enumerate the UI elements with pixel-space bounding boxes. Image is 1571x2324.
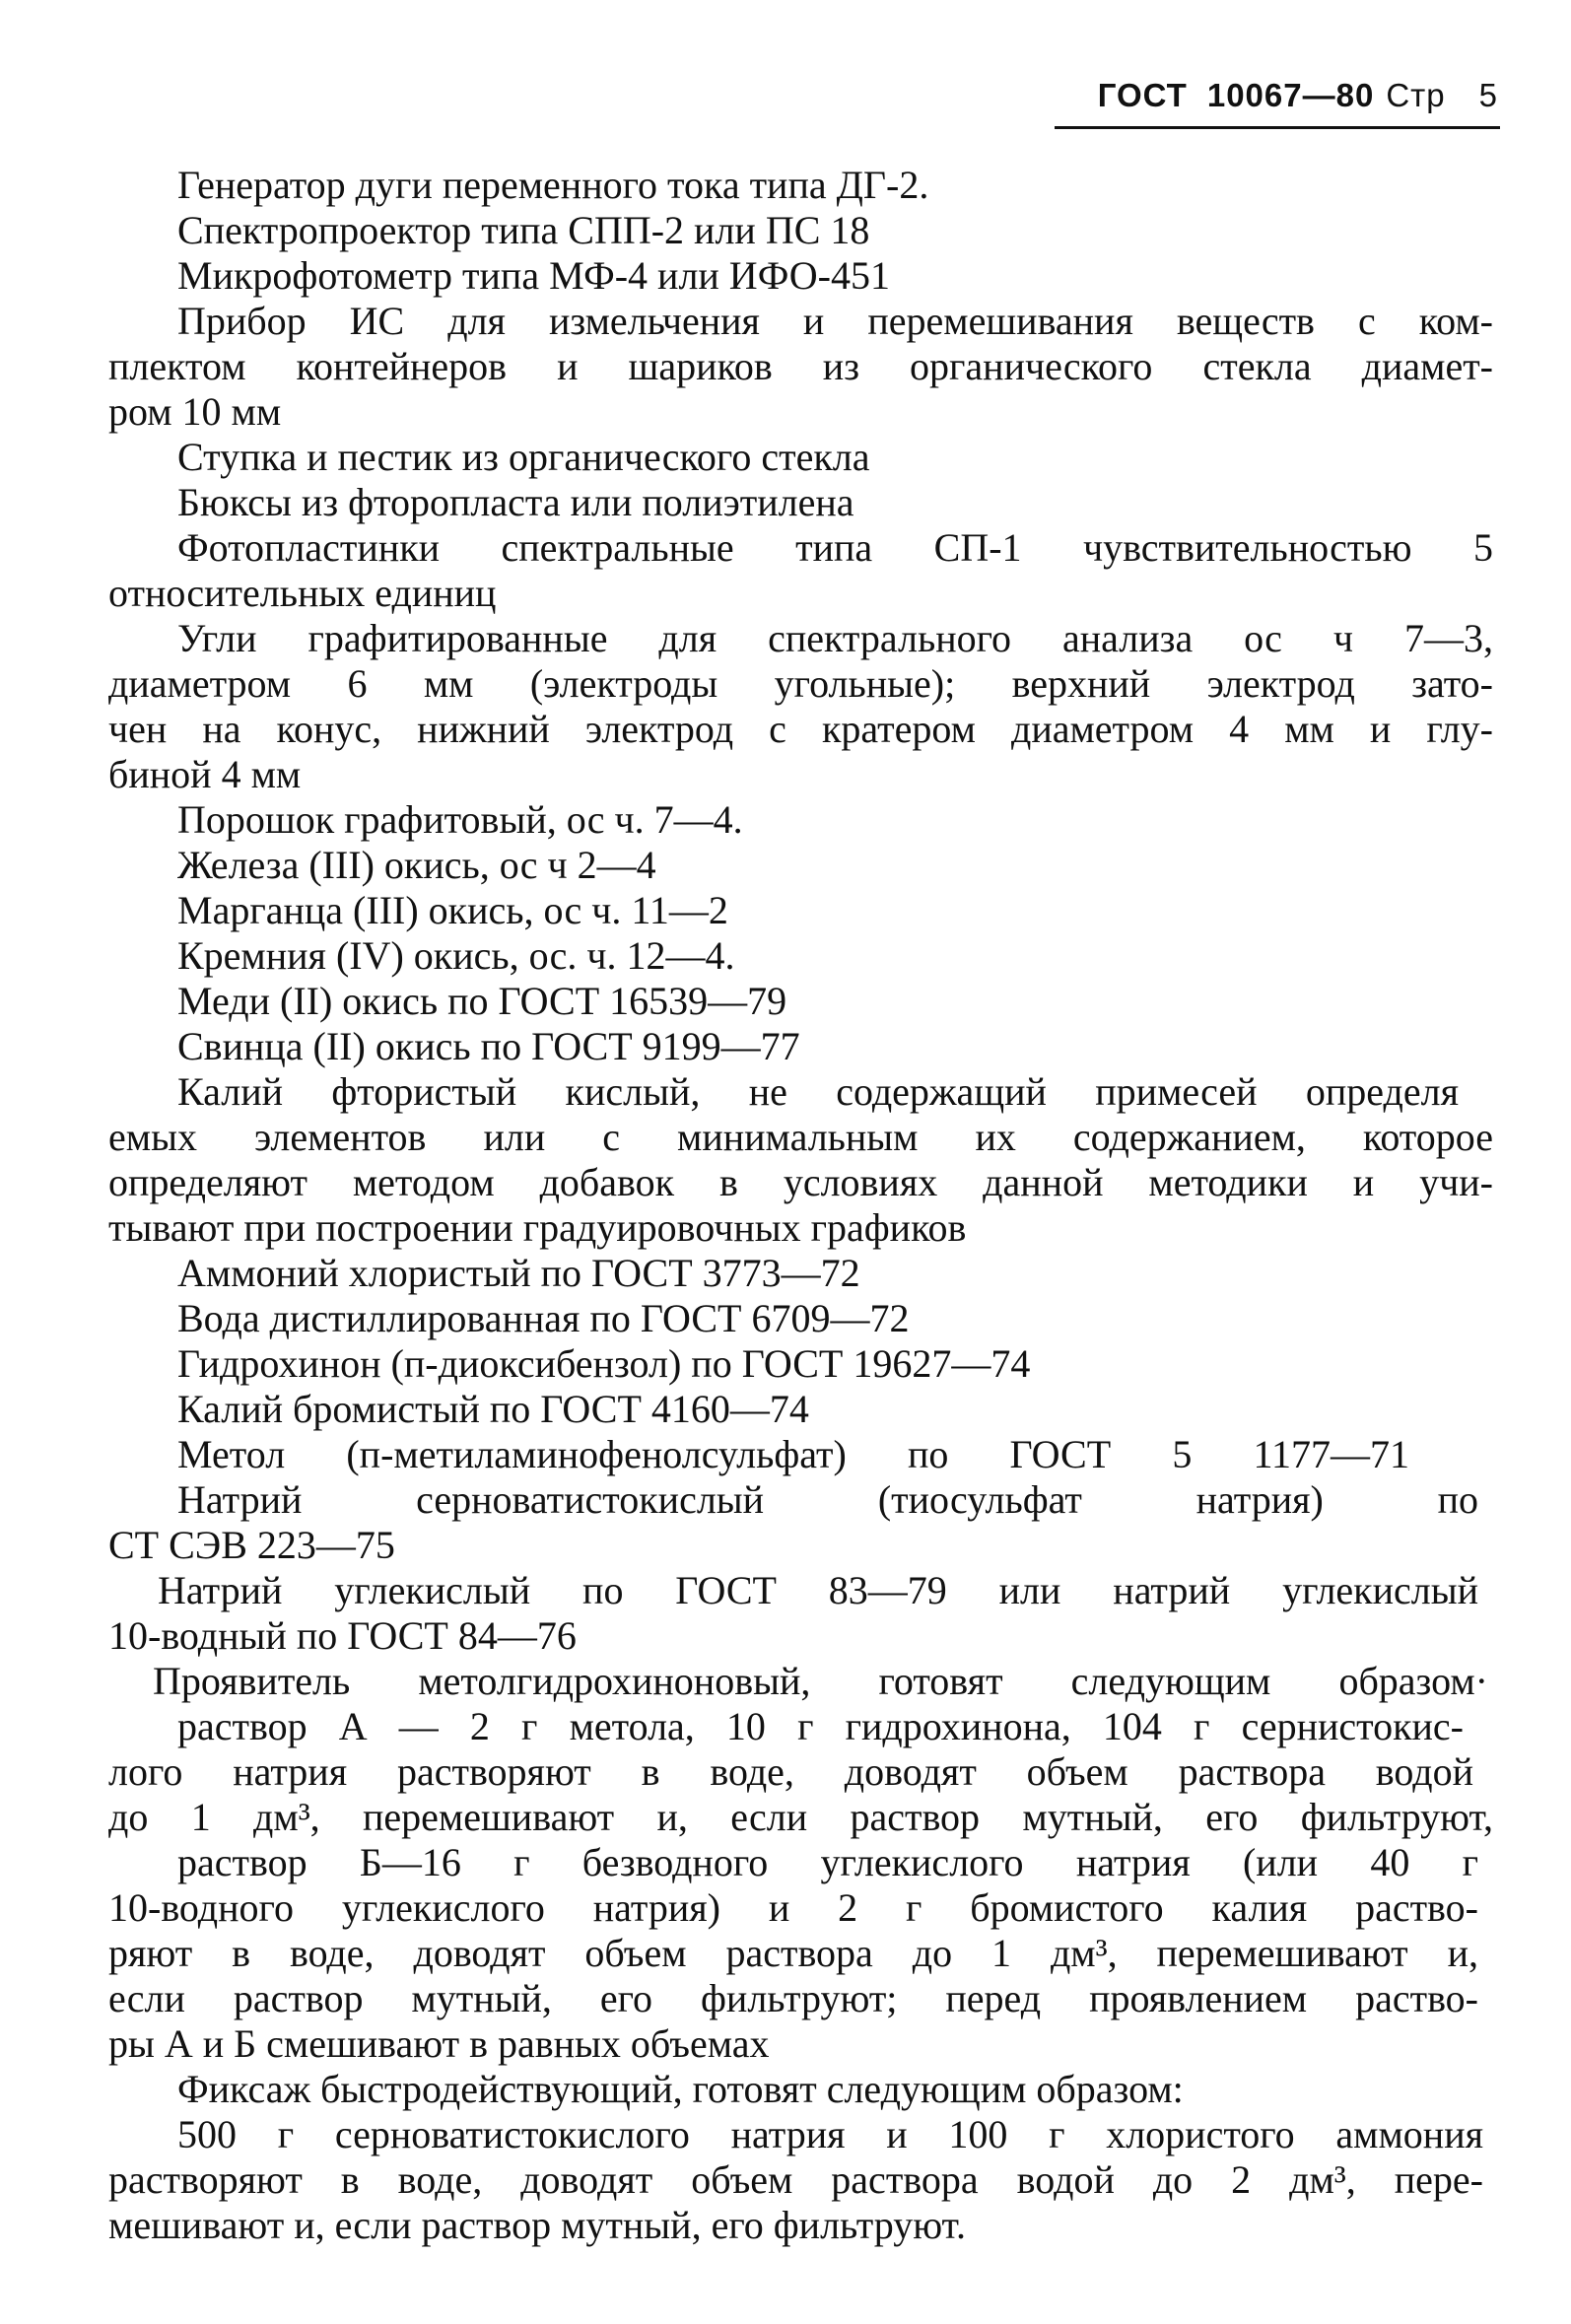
text-line: Ступка и пестик из органического стекла: [177, 435, 870, 479]
text-line: определяют методом добавок в условиях данной методики и учи-: [108, 1160, 1493, 1204]
text-line: если раствор мутный, его фильтруют; перед проявлением раство-: [108, 1976, 1478, 2020]
text-line: лого натрия растворяют в воде, доводят объем раствора водой: [108, 1749, 1473, 1794]
text-line: Порошок графитовый, ос ч. 7—4.: [177, 797, 743, 842]
text-line: до 1 дм³, перемешивают и, если раствор мутный, его фильтруют,: [108, 1795, 1493, 1839]
text-line: плектом контейнеров и шариков из органического стекла диамет-: [108, 344, 1493, 388]
text-line: 10-водный по ГОСТ 84—76: [108, 1613, 577, 1658]
text-line: ры А и Б смешивают в равных объемах: [108, 2021, 770, 2066]
text-line: растворяют в воде, доводят объем раствора водой до 2 дм³, пере-: [108, 2157, 1483, 2202]
text-line: ряют в воде, доводят объем раствора до 1 дм³, перемешивают и,: [108, 1931, 1478, 1975]
text-line: Фотопластинки спектральные типа СП-1 чувствительностью 5: [177, 525, 1493, 570]
text-line: Гидрохинон (п-диоксибензол) по ГОСТ 19627—74: [177, 1341, 1031, 1386]
text-line: Аммоний хлористый по ГОСТ 3773—72: [177, 1251, 860, 1295]
text-line: 10-водного углекислого натрия) и 2 г бромистого калия раство-: [108, 1885, 1478, 1930]
text-line: тывают при построении градуировочных графиков: [108, 1205, 967, 1250]
text-line: Метол (п-метиламинофенолсульфат) по ГОСТ 5 1177—71: [177, 1432, 1409, 1476]
text-line: Марганца (III) окись, ос ч. 11—2: [177, 888, 728, 932]
page-header: [986, 77, 1498, 114]
text-line: Проявитель метолгидрохиноновый, готовят следующим образом·: [153, 1659, 1488, 1703]
text-line: Натрий серноватистокислый (тиосульфат натрия) по: [177, 1477, 1478, 1522]
page-number: 5: [1478, 77, 1498, 113]
text-line: Калий фтористый кислый, не содержащий примесей определя: [177, 1069, 1459, 1114]
text-line: Фиксаж быстродействующий, готовят следующим образом:: [177, 2067, 1184, 2111]
text-line: Генератор дуги переменного тока типа ДГ-2.: [177, 163, 929, 207]
text-line: Бюксы из фторопласта или полиэтилена: [177, 480, 854, 524]
text-line: Калий бромистый по ГОСТ 4160—74: [177, 1387, 809, 1431]
text-line: Кремния (IV) окись, ос. ч. 12—4.: [177, 933, 735, 978]
standard-label: ГОСТ: [1097, 77, 1188, 113]
page-label: Стр: [1386, 77, 1446, 113]
text-line: 500 г серноватистокислого натрия и 100 г хлористого аммония: [177, 2112, 1483, 2156]
header-rule: [1055, 126, 1500, 129]
text-line: относительных единиц: [108, 571, 497, 615]
text-line: Угли графитированные для спектрального анализа ос ч 7—3,: [177, 616, 1493, 660]
text-line: Спектропроектор типа СПП-2 или ПС 18: [177, 208, 870, 252]
text-line: мешивают и, если раствор мутный, его фильтруют.: [108, 2203, 967, 2247]
text-line: Железа (III) окись, ос ч 2—4: [177, 843, 656, 887]
text-line: емых элементов или с минимальным их содержанием, которое: [108, 1115, 1493, 1159]
text-line: диаметром 6 мм (электроды угольные); верхний электрод зато-: [108, 661, 1493, 706]
text-line: раствор Б—16 г безводного углекислого натрия (или 40 г: [177, 1840, 1478, 1884]
standard-number: 10067—80: [1206, 77, 1375, 113]
text-line: Свинца (II) окись по ГОСТ 9199—77: [177, 1024, 800, 1068]
text-line: Микрофотометр типа МФ-4 или ИФО-451: [177, 253, 890, 298]
text-line: Меди (II) окись по ГОСТ 16539—79: [177, 979, 787, 1023]
text-line: биной 4 мм: [108, 752, 302, 796]
text-line: Натрий углекислый по ГОСТ 83—79 или натрий углекислый: [158, 1568, 1478, 1612]
text-line: Прибор ИС для измельчения и перемешивания веществ с ком-: [177, 299, 1493, 343]
text-line: Вода дистиллированная по ГОСТ 6709—72: [177, 1296, 910, 1340]
text-line: СТ СЭВ 223—75: [108, 1523, 395, 1567]
text-line: чен на конус, нижний электрод с кратером диаметром 4 мм и глу-: [108, 707, 1493, 751]
text-line: раствор А — 2 г метола, 10 г гидрохинона, 104 г сернистокис-: [177, 1704, 1464, 1748]
text-line: ром 10 мм: [108, 389, 282, 434]
